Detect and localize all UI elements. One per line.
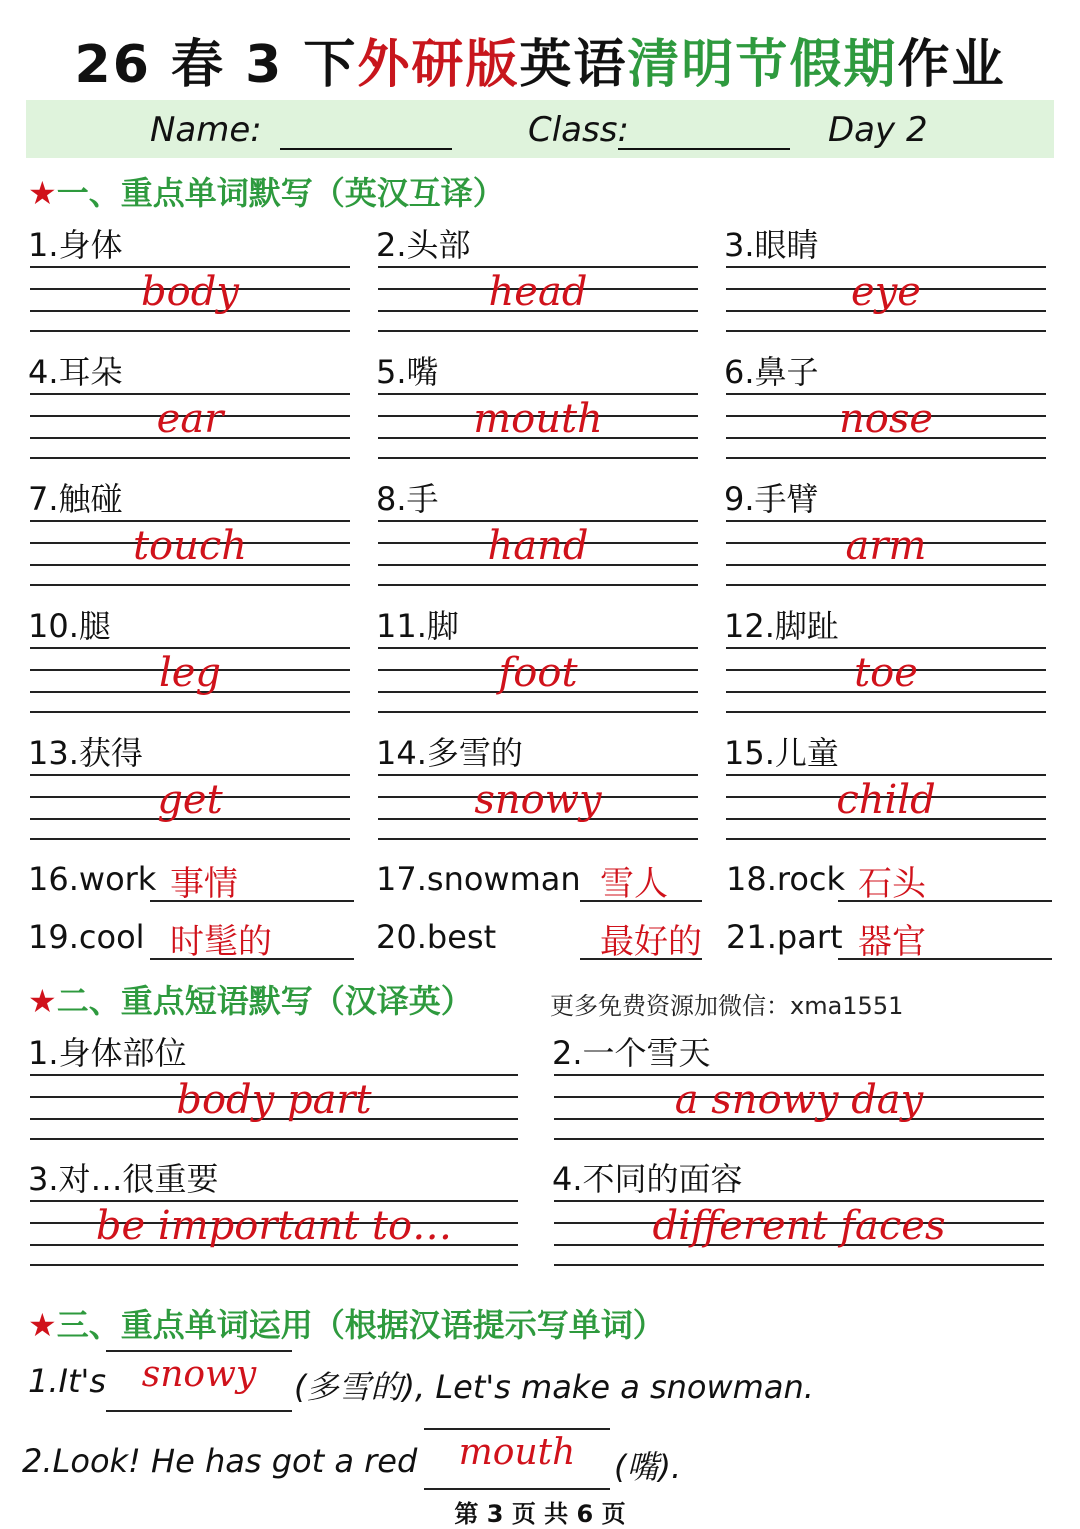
sentence2-suffix: (嘴). [614,1448,682,1486]
word-answer: touch [132,523,248,569]
chinese-answer: 时髦的 [170,922,272,962]
chinese-answer: 石头 [858,864,926,904]
writing-lines[interactable] [30,1074,518,1140]
word-prompt: 10.腿 [28,607,111,645]
writing-line [378,330,698,332]
word-prompt-en: 21.part [726,918,843,956]
phrase-prompt: 3.对…很重要 [28,1160,219,1198]
phrase-answer: body part [176,1077,372,1123]
writing-line [30,1138,518,1140]
word-prompt: 8.手 [376,480,439,518]
word-answer: snowy [474,777,602,823]
writing-line [726,584,1046,586]
word-prompt: 15.儿童 [724,734,839,772]
phrase-prompt: 4.不同的面容 [552,1160,743,1198]
word-answer: ear [156,396,224,442]
writing-lines[interactable] [378,520,698,586]
word-answer: leg [158,650,222,696]
word-prompt: 6.鼻子 [724,353,819,391]
sentence2-bottom-line [424,1488,610,1490]
word-answer: eye [851,269,921,315]
sentence1-prefix: 1.It's [28,1362,106,1400]
word-prompt-en: 18.rock [726,860,846,898]
word-prompt-en: 17.snowman [376,860,581,898]
writing-lines[interactable] [726,774,1046,840]
word-prompt: 3.眼睛 [724,226,819,264]
page-number: 第 3 页 共 6 页 [454,1500,626,1528]
word-prompt: 5.嘴 [376,353,439,391]
section1-title: 一、重点单词默写（英汉互译） [56,174,505,212]
word-answer: arm [845,523,927,569]
writing-line [554,1264,1044,1266]
writing-line [30,838,350,840]
page-title [0,22,1080,97]
star-icon: ★ [28,1306,57,1344]
chinese-answer: 器官 [858,922,926,962]
sentence2-answer[interactable]: mouth [458,1432,576,1473]
sentence1-answer[interactable]: snowy [141,1354,257,1395]
writing-line [726,330,1046,332]
writing-line [30,711,350,713]
writing-line [726,711,1046,713]
word-prompt: 9.手臂 [724,480,819,518]
wechat-note: 更多免费资源加微信：xma1551 [550,992,904,1020]
word-prompt-en: 20.best [376,918,497,956]
title-part-grade: 26 春 3 下 [74,35,358,95]
word-prompt-en: 16.work [28,860,157,898]
phrase-answer: a snowy day [674,1077,924,1123]
phrase-answer: be important to… [95,1203,453,1249]
word-answer: head [488,269,588,315]
writing-line [30,1264,518,1266]
title-part-homework: 作业 [897,35,1006,95]
writing-line [30,584,350,586]
writing-lines[interactable] [378,266,698,332]
phrase-prompt: 1.身体部位 [28,1034,187,1072]
word-answer: nose [838,396,934,442]
writing-lines[interactable] [30,520,350,586]
writing-lines[interactable] [30,393,350,459]
word-answer: child [836,777,936,823]
sentence1-top-line [106,1350,292,1352]
phrase-prompt: 2.一个雪天 [552,1034,711,1072]
class-field[interactable] [618,148,790,150]
word-answer: mouth [473,396,603,442]
word-prompt: 4.耳朵 [28,353,123,391]
writing-lines[interactable] [30,1200,518,1266]
writing-lines[interactable] [554,1074,1044,1140]
word-prompt: 7.触碰 [28,480,123,518]
writing-line [726,457,1046,459]
word-prompt: 1.身体 [28,226,123,264]
title-part-holiday: 清明节假期 [627,35,898,95]
section2-title: 二、重点短语默写（汉译英） [56,982,473,1020]
word-prompt: 11.脚 [376,607,459,645]
section2-heading [28,976,473,1022]
word-answer: toe [854,650,918,696]
word-prompt: 13.获得 [28,734,143,772]
writing-lines[interactable] [378,647,698,713]
writing-line [378,584,698,586]
writing-lines[interactable] [726,266,1046,332]
word-answer: hand [487,523,589,569]
chinese-answer: 事情 [170,864,238,904]
sentence1-suffix: (多雪的), Let's make a snowman. [294,1368,814,1406]
writing-lines[interactable] [726,647,1046,713]
writing-line [30,457,350,459]
sentence1-bottom-line [106,1410,292,1412]
writing-line [378,711,698,713]
section3-heading [28,1300,665,1346]
title-part-edition: 外研版 [357,35,520,95]
section3-title: 三、重点单词运用（根据汉语提示写单词） [56,1306,665,1344]
sentence2-top-line [424,1428,610,1430]
word-answer: foot [498,650,578,696]
star-icon: ★ [28,982,57,1020]
writing-lines[interactable] [554,1200,1044,1266]
sentence2-prefix: 2.Look! He has got a red [22,1442,418,1480]
word-prompt-en: 19.cool [28,918,145,956]
writing-lines[interactable] [30,647,350,713]
writing-line [378,457,698,459]
phrase-answer: different faces [652,1203,946,1249]
writing-lines[interactable] [378,393,698,459]
name-label: Name: [150,110,262,150]
word-prompt: 14.多雪的 [376,734,523,772]
writing-line [378,838,698,840]
writing-lines[interactable] [726,520,1046,586]
star-icon: ★ [28,174,57,212]
word-prompt: 2.头部 [376,226,471,264]
writing-line [554,1138,1044,1140]
writing-lines[interactable] [30,266,350,332]
class-label: Class: [528,110,629,150]
writing-line [726,838,1046,840]
section1-heading [28,168,505,214]
name-field[interactable] [280,148,452,150]
writing-lines[interactable] [726,393,1046,459]
word-answer: get [157,777,223,823]
writing-line [30,330,350,332]
day-label: Day 2 [828,110,928,150]
word-answer: body [141,269,239,315]
title-part-subject: 英语 [519,35,628,95]
name-class-bar [26,100,1054,158]
word-prompt: 12.脚趾 [724,607,839,645]
chinese-answer: 雪人 [600,864,668,904]
writing-lines[interactable] [378,774,698,840]
chinese-answer: 最好的 [600,922,702,962]
writing-lines[interactable] [30,774,350,840]
